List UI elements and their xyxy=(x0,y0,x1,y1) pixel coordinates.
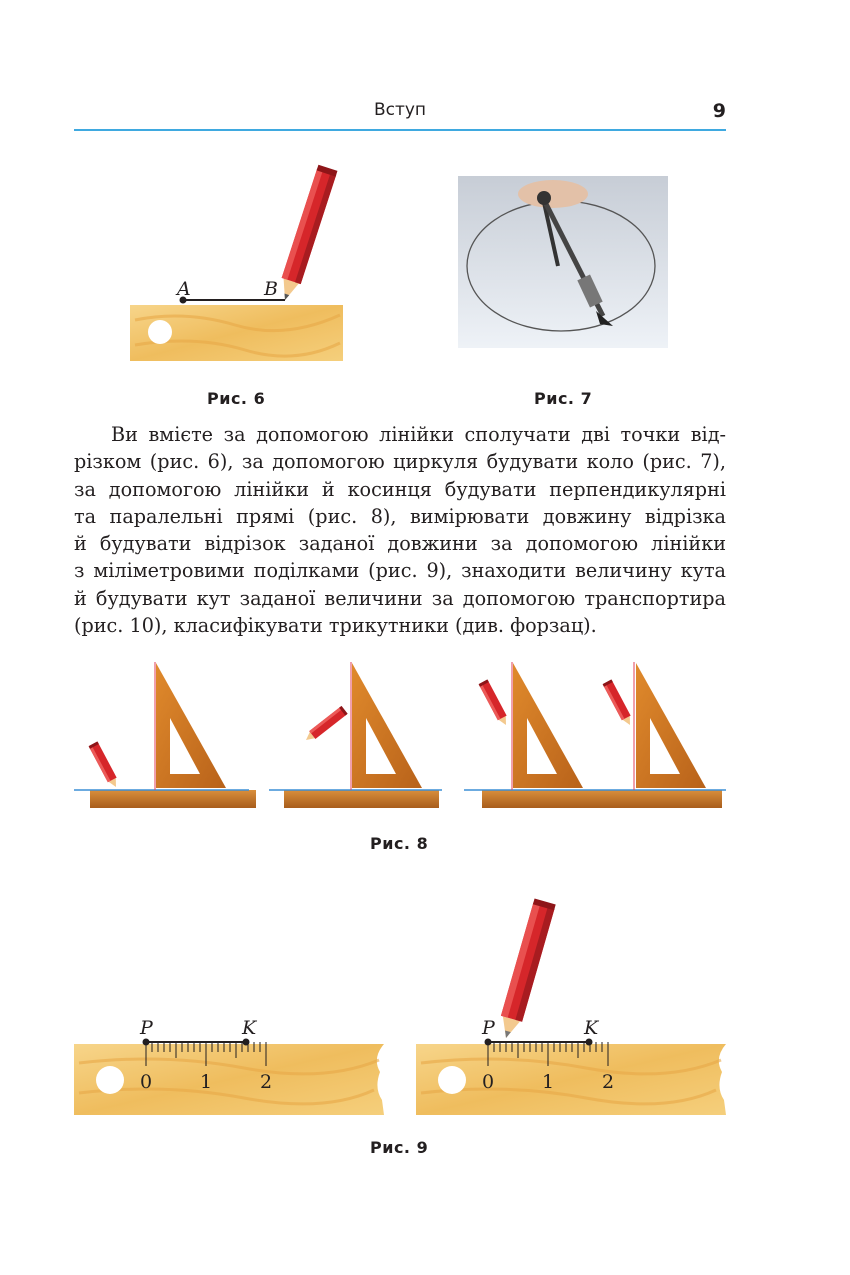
figure-8-caption: Рис. 8 xyxy=(370,834,429,853)
pencil-icon xyxy=(479,679,511,727)
paragraph-line: (рис. 10), класифікувати трикутники (див. форзац). xyxy=(74,614,597,638)
paragraph-line: та паралельні прямі (рис. 8), вимірювати довжину відрізка xyxy=(74,504,726,528)
tick-label-2: 2 xyxy=(260,1071,273,1093)
point-p-label: P xyxy=(482,1017,495,1039)
figure-6-caption: Рис. 6 xyxy=(207,389,266,408)
figure-9-ruler-left xyxy=(74,1017,384,1115)
point-p xyxy=(143,1039,150,1046)
paragraph-line: Ви вмієте за допомогою лінійки сполучати дві точки від- xyxy=(111,423,726,446)
point-a-label: A xyxy=(177,278,191,300)
tick-label-1: 1 xyxy=(542,1071,555,1093)
point-k-label: K xyxy=(584,1017,599,1039)
point-k-label: K xyxy=(242,1017,257,1039)
pencil-icon xyxy=(89,741,121,789)
point-k xyxy=(243,1039,250,1046)
page-number: 9 xyxy=(712,100,726,122)
paragraph-line: різком (рис. 6), за допомогою циркуля будувати коло (рис. 7), xyxy=(74,450,726,474)
point-p xyxy=(485,1039,492,1046)
paragraph-line: й будувати кут заданої величини за допомогою транспортира xyxy=(74,586,726,610)
figure-8-illustration xyxy=(74,660,729,810)
figure-9-ruler-right xyxy=(416,898,726,1115)
ruler-hole xyxy=(96,1066,124,1094)
figure-7-caption: Рис. 7 xyxy=(534,389,593,408)
tick-label-0: 0 xyxy=(482,1071,495,1093)
tick-label-2: 2 xyxy=(602,1071,615,1093)
intro-paragraph xyxy=(74,421,726,639)
header-rule xyxy=(74,129,726,131)
paragraph-line: з міліметровими поділками (рис. 9), знаходити величину кута xyxy=(74,559,726,583)
tick-label-1: 1 xyxy=(200,1071,213,1093)
figure-8-panel-3 xyxy=(464,662,726,808)
pencil-icon xyxy=(603,679,635,727)
ruler-hole xyxy=(438,1066,466,1094)
figure-7-photo xyxy=(458,176,668,348)
point-b-label: B xyxy=(264,278,278,300)
tick-label-0: 0 xyxy=(140,1071,153,1093)
figure-8-panel-1 xyxy=(74,662,256,808)
ruler-hole xyxy=(148,320,172,344)
pencil-icon xyxy=(275,165,337,303)
paragraph-line: й будувати відрізок заданої довжини за допомогою лінійки xyxy=(74,532,726,556)
figure-6-illustration xyxy=(125,165,355,365)
pencil-icon xyxy=(303,706,348,744)
figure-9-illustration xyxy=(74,878,734,1118)
pencil-icon xyxy=(495,898,555,1041)
figure-9-caption: Рис. 9 xyxy=(370,1138,429,1157)
point-p-label: P xyxy=(140,1017,153,1039)
figure-8-panel-2 xyxy=(269,662,442,808)
point-k xyxy=(586,1039,593,1046)
running-header-title: Вступ xyxy=(373,100,427,120)
paragraph-line: за допомогою лінійки й косинця будувати перпендикулярні xyxy=(74,477,726,501)
